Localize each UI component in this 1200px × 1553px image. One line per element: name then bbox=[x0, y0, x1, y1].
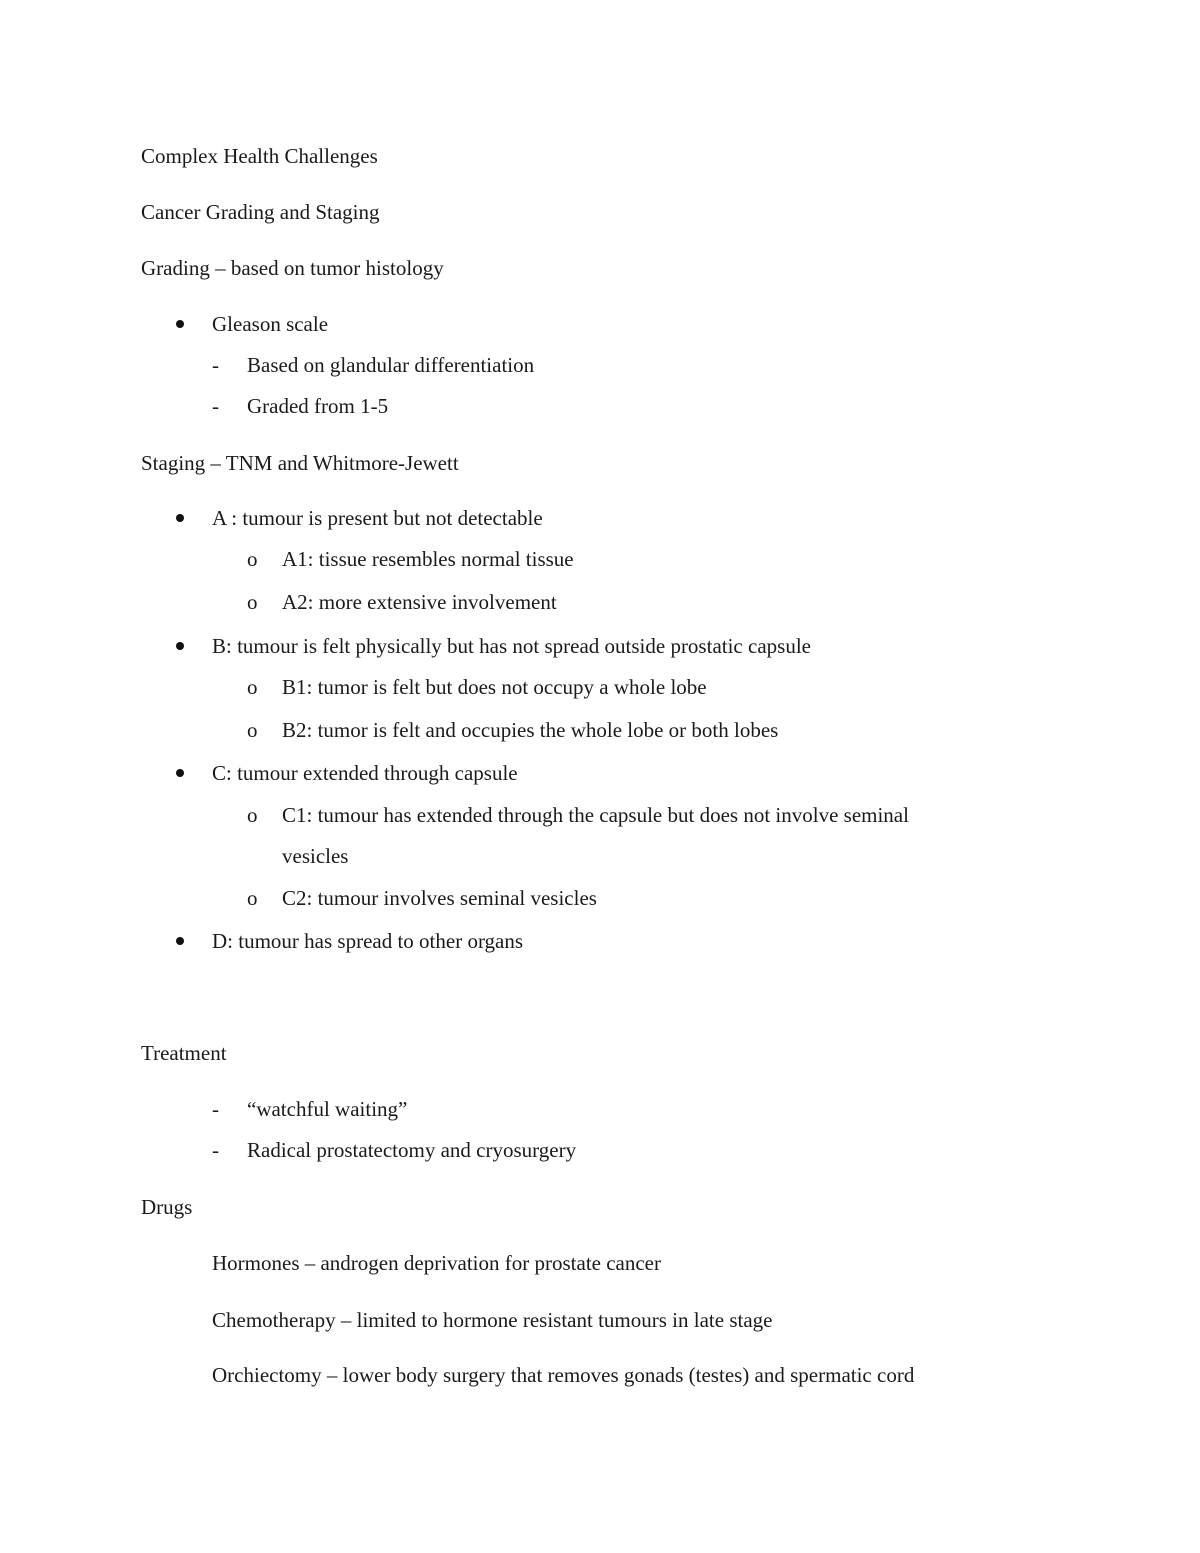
grading-subitem: Graded from 1-5 bbox=[247, 394, 389, 418]
dash-marker: - bbox=[212, 1097, 219, 1121]
grading-heading: Grading – based on tumor histology bbox=[141, 256, 444, 280]
dash-marker: - bbox=[212, 353, 219, 377]
bullet-icon bbox=[176, 320, 184, 328]
circle-marker: o bbox=[247, 886, 258, 910]
staging-item-a: A : tumour is present but not detectable bbox=[212, 506, 543, 530]
treatment-item: Radical prostatectomy and cryosurgery bbox=[247, 1138, 577, 1162]
bullet-icon bbox=[176, 937, 184, 945]
staging-subitem-c2: C2: tumour involves seminal vesicles bbox=[282, 886, 597, 910]
staging-item-d: D: tumour has spread to other organs bbox=[212, 929, 524, 953]
staging-item-c: C: tumour extended through capsule bbox=[212, 761, 518, 785]
grading-subitem: Based on glandular differentiation bbox=[247, 353, 535, 377]
bullet-icon bbox=[176, 642, 184, 650]
staging-subitem-c1-continuation: vesicles bbox=[282, 844, 349, 868]
circle-marker: o bbox=[247, 590, 258, 614]
dash-marker: - bbox=[212, 394, 219, 418]
staging-subitem-c1: C1: tumour has extended through the capsule but does not involve seminal bbox=[282, 803, 909, 827]
document-subtitle: Cancer Grading and Staging bbox=[141, 200, 380, 224]
treatment-heading: Treatment bbox=[141, 1041, 227, 1065]
staging-subitem-b1: B1: tumor is felt but does not occupy a whole lobe bbox=[282, 675, 707, 699]
dash-marker: - bbox=[212, 1138, 219, 1162]
document-title: Complex Health Challenges bbox=[141, 144, 378, 168]
staging-subitem-a2: A2: more extensive involvement bbox=[282, 590, 557, 614]
treatment-item: “watchful waiting” bbox=[247, 1097, 408, 1121]
staging-subitem-a1: A1: tissue resembles normal tissue bbox=[282, 547, 574, 571]
grading-item-gleason: Gleason scale bbox=[212, 312, 329, 336]
staging-heading: Staging – TNM and Whitmore-Jewett bbox=[141, 451, 459, 475]
staging-item-b: B: tumour is felt physically but has not spread outside prostatic capsule bbox=[212, 634, 811, 658]
circle-marker: o bbox=[247, 547, 258, 571]
drugs-heading: Drugs bbox=[141, 1195, 193, 1219]
bullet-icon bbox=[176, 769, 184, 777]
drugs-item-orchiectomy: Orchiectomy – lower body surgery that removes gonads (testes) and spermatic cord bbox=[212, 1363, 915, 1387]
circle-marker: o bbox=[247, 718, 258, 742]
circle-marker: o bbox=[247, 675, 258, 699]
drugs-item-hormones: Hormones – androgen deprivation for prostate cancer bbox=[212, 1251, 661, 1275]
bullet-icon bbox=[176, 514, 184, 522]
staging-subitem-b2: B2: tumor is felt and occupies the whole lobe or both lobes bbox=[282, 718, 779, 742]
circle-marker: o bbox=[247, 803, 258, 827]
drugs-item-chemotherapy: Chemotherapy – limited to hormone resistant tumours in late stage bbox=[212, 1308, 773, 1332]
